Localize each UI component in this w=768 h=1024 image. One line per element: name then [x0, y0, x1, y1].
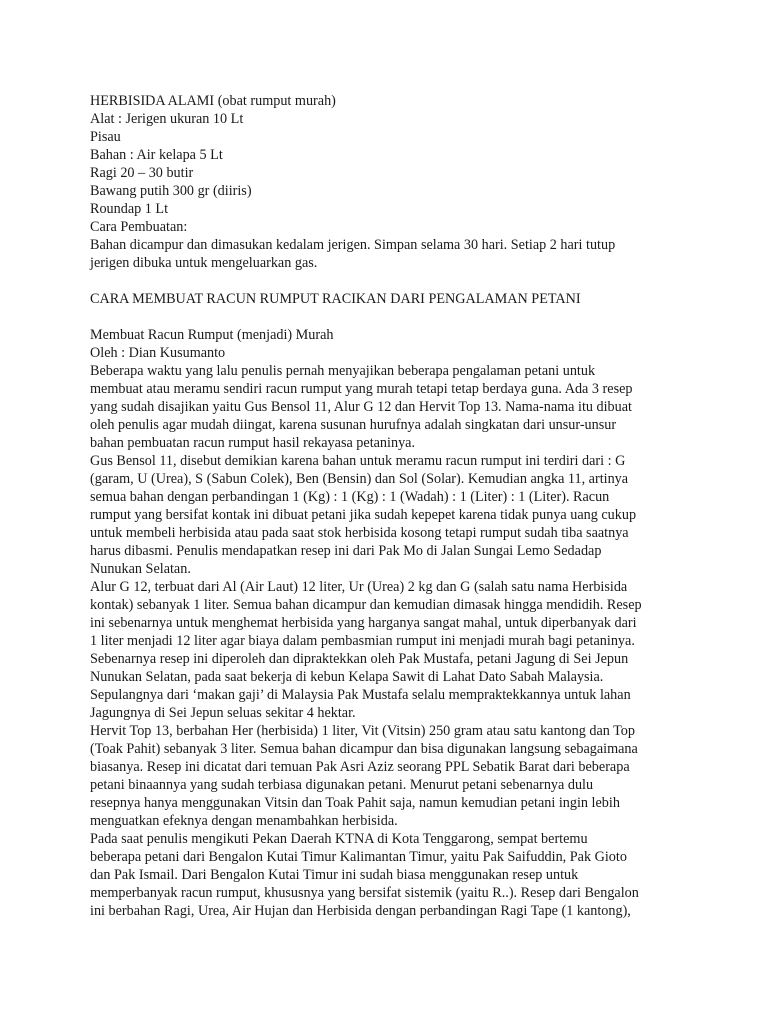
text-line: (garam, U (Urea), S (Sabun Colek), Ben (Bensin) dan Sol (Solar). Kemudian angka 11, artinya — [90, 471, 629, 487]
text-line: Nunukan Selatan, pada saat bekerja di kebun Kelapa Sawit di Lahat Dato Sabah Malaysia. — [90, 669, 604, 685]
blank-line — [90, 308, 730, 326]
text-line: beberapa petani dari Bengalon Kutai Timur Kalimantan Timur, yaitu Pak Saifuddin, Pak Gioto — [90, 849, 627, 865]
text-line: 1 liter menjadi 12 liter agar biaya dalam pembasmian rumput ini menjadi murah bagi petaninya. — [90, 633, 635, 649]
text-line: Nunukan Selatan. — [90, 561, 191, 577]
text-line: untuk membeli herbisida atau pada saat stok herbisida kosong tetapi rumput sudah tiba saatnya — [90, 525, 629, 541]
text-line: Jagungnya di Sei Jepun seluas sekitar 4 hektar. — [90, 705, 356, 721]
text-line: Bawang putih 300 gr (diiris) — [90, 183, 252, 199]
text-line: Roundap 1 Lt — [90, 201, 169, 217]
text-line: Alur G 12, terbuat dari Al (Air Laut) 12 liter, Ur (Urea) 2 kg dan G (salah satu nama Herbisida — [90, 579, 628, 595]
text-line: yang sudah disajikan yaitu Gus Bensol 11, Alur G 12 dan Hervit Top 13. Nama-nama itu dibuat — [90, 399, 632, 415]
section-heading: CARA MEMBUAT RACUN RUMPUT RACIKAN DARI PENGALAMAN PETANI — [90, 291, 581, 307]
text-line: kontak) sebanyak 1 liter. Semua bahan dicampur dan kemudian dimasak hingga mendidih. Resep — [90, 597, 642, 613]
text-line: ini berbahan Ragi, Urea, Air Hujan dan Herbisida dengan perbandingan Ragi Tape (1 kantong), — [90, 903, 631, 919]
text-line: Bahan dicampur dan dimasukan kedalam jerigen. Simpan selama 30 hari. Setiap 2 hari tutup — [90, 237, 616, 253]
text-line: Hervit Top 13, berbahan Her (herbisida) 1 liter, Vit (Vitsin) 250 gram atau satu kantong dan Top — [90, 723, 635, 739]
text-line: dan Pak Ismail. Dari Bengalon Kutai Timur ini sudah biasa menggunakan resep untuk — [90, 867, 579, 883]
text-line: memperbanyak racun rumput, khususnya yang bersifat sistemik (yaitu R..). Resep dari Bengalon — [90, 885, 639, 901]
document-title: HERBISIDA ALAMI (obat rumput murah) — [90, 93, 336, 109]
text-line: Oleh : Dian Kusumanto — [90, 345, 226, 361]
text-line: Beberapa waktu yang lalu penulis pernah menyajikan beberapa pengalaman petani untuk — [90, 363, 596, 379]
text-line: Ragi 20 – 30 butir — [90, 165, 194, 181]
text-line: rumput yang bersifat kontak ini dibuat petani jika sudah kepepet karena tidak punya uang cukup — [90, 507, 637, 523]
text-line: Alat : Jerigen ukuran 10 Lt — [90, 111, 244, 127]
text-line: menguatkan efeknya dengan menambahkan herbisida. — [90, 813, 398, 829]
text-line: Gus Bensol 11, disebut demikian karena bahan untuk meramu racun rumput ini terdiri dari : G — [90, 453, 626, 469]
text-line: resepnya hanya menggunakan Vitsin dan Toak Pahit saja, namun kemudian petani ingin lebih — [90, 795, 620, 811]
text-line: Bahan : Air kelapa 5 Lt — [90, 147, 223, 163]
text-line: membuat atau meramu sendiri racun rumput yang murah tetapi tetap berdaya guna. Ada 3 resep — [90, 381, 633, 397]
text-line: Cara Pembuatan: — [90, 219, 188, 235]
text-line: (Toak Pahit) sebanyak 3 liter. Semua bahan dicampur dan bisa digunakan langsung sebagaimana — [90, 741, 638, 757]
text-line: biasanya. Resep ini dicatat dari temuan Pak Asri Aziz seorang PPL Sebatik Barat dari beberapa — [90, 759, 630, 775]
text-line: semua bahan dengan perbandingan 1 (Kg) : 1 (Kg) : 1 (Wadah) : 1 (Liter) : 1 (Liter). Racun — [90, 489, 610, 505]
text-line: ini sebenarnya untuk menghemat herbisida yang harganya sangat mahal, untuk diperbanyak dari — [90, 615, 637, 631]
text-line: Sepulangnya dari ‘makan gaji’ di Malaysia Pak Mustafa selalu mempraktekkannya untuk lahan — [90, 687, 631, 703]
text-line: oleh penulis agar mudah diingat, karena susunan hurufnya adalah singkatan dari unsur-unsur — [90, 417, 617, 433]
text-line: Pada saat penulis mengikuti Pekan Daerah KTNA di Kota Tenggarong, sempat bertemu — [90, 831, 588, 847]
text-line: Sebenarnya resep ini diperoleh dan dipraktekkan oleh Pak Mustafa, petani Jagung di Sei Jepun — [90, 651, 629, 667]
document-page — [90, 92, 730, 920]
text-line: petani binaannya yang sudah terbiasa digunakan petani. Menurut petani sebenarnya dulu — [90, 777, 594, 793]
text-line: Membuat Racun Rumput (menjadi) Murah — [90, 327, 334, 343]
text-line: harus dibasmi. Penulis mendapatkan resep ini dari Pak Mo di Jalan Sungai Lemo Sedadap — [90, 543, 602, 559]
text-line: bahan pembuatan racun rumput hasil rekayasa petaninya. — [90, 435, 416, 451]
text-line: Pisau — [90, 129, 121, 145]
blank-line — [90, 272, 730, 290]
text-line: jerigen dibuka untuk mengeluarkan gas. — [90, 255, 318, 271]
